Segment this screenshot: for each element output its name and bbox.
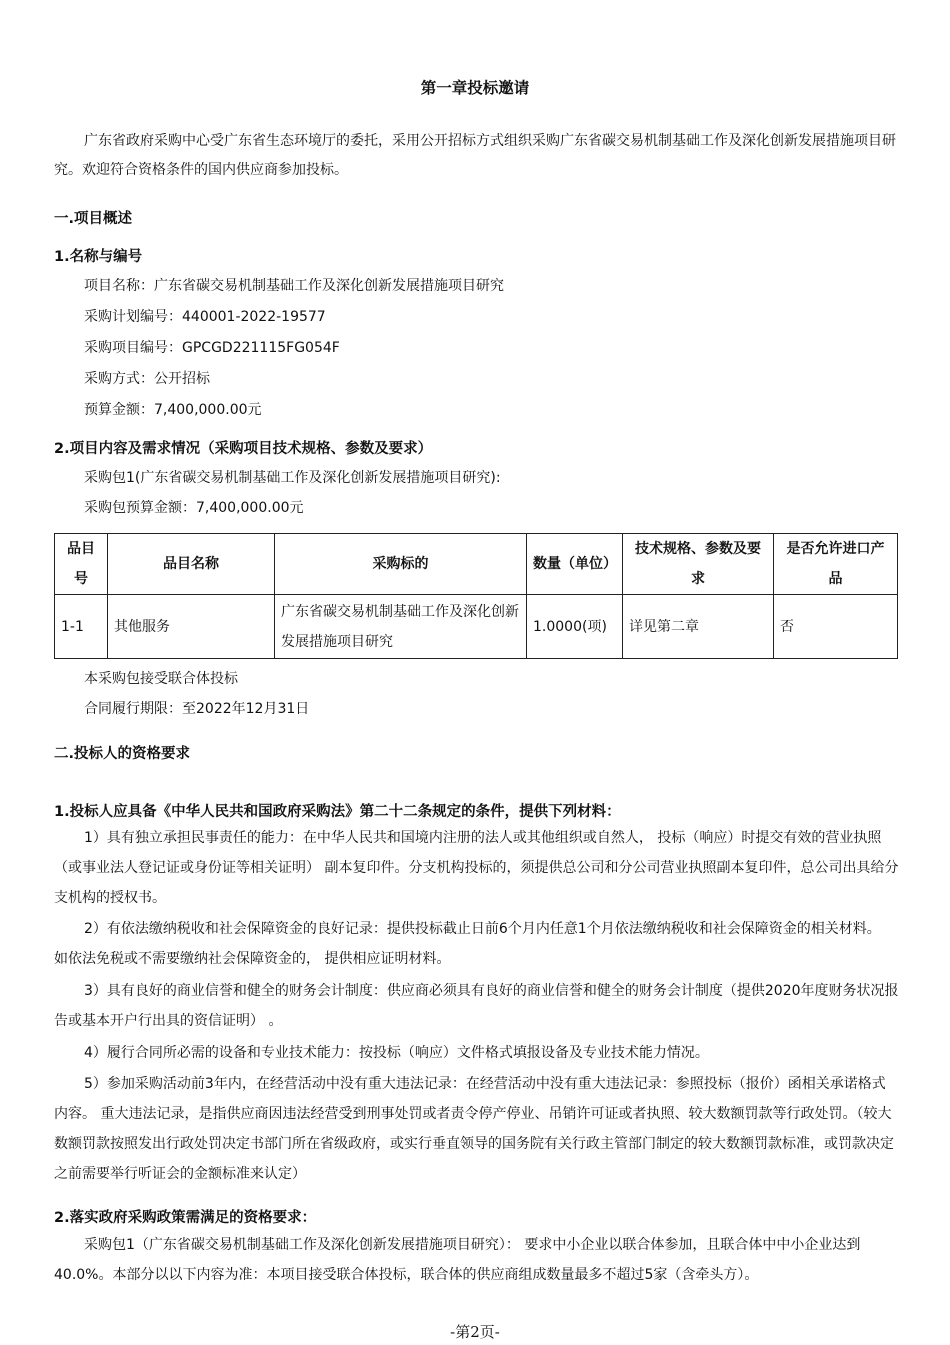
project-name-line: 项目名称：广东省碳交易机制基础工作及深化创新发展措施项目研究 (84, 278, 504, 294)
package-line: 采购包1(广东省碳交易机制基础工作及深化创新发展措施项目研究): (84, 470, 501, 486)
table-cell: 详见第二章 (623, 595, 774, 659)
table-row (55, 595, 898, 659)
subsection-content: 2.项目内容及需求情况（采购项目技术规格、参数及要求） (54, 441, 433, 457)
chapter-title: 第一章投标邀请 (420, 79, 530, 97)
consortium-line: 本采购包接受联合体投标 (84, 671, 238, 687)
plan-number-line: 采购计划编号：440001-2022-19577 (84, 309, 326, 325)
policy-heading: 2.落实政府采购政策需满足的资格要求： (54, 1210, 317, 1226)
requirement-heading: 1.投标人应具备《中华人民共和国政府采购法》第二十二条规定的条件，提供下列材料： (54, 804, 621, 820)
table-cell: 否 (774, 595, 898, 659)
requirement-item-2: 2）有依法缴纳税收和社会保障资金的良好记录：提供投标截止日前6个月内任意1个月依法缴纳税收和社会保障资金的相关材料。 如依法免税或不需要缴纳社会保障资金的， 提供相应证明材料。 (54, 921, 881, 967)
requirement-item-3: 3）具有良好的商业信誉和健全的财务会计制度：供应商必须具有良好的商业信誉和健全的财务会计制度（提供2020年度财务状况报告或基本开户行出具的资信证明） 。 (54, 983, 899, 1029)
requirement-item-4: 4）履行合同所必需的设备和专业技术能力：按投标（响应）文件格式填报设备及专业技术能力情况。 (84, 1045, 709, 1061)
section-1-heading: 一.项目概述 (54, 211, 133, 227)
table-cell: 广东省碳交易机制基础工作及深化创新发展措施项目研究 (275, 595, 527, 659)
intro-paragraph: 广东省政府采购中心受广东省生态环境厅的委托，采用公开招标方式组织采购广东省碳交易机制基础工作及深化创新发展措施项目研究。欢迎符合资格条件的国内供应商参加投标。 (54, 133, 896, 178)
method-line: 采购方式：公开招标 (84, 371, 210, 387)
budget-line: 预算金额：7,400,000.00元 (84, 402, 262, 418)
items-table (54, 533, 898, 659)
section-2-heading: 二.投标人的资格要求 (54, 746, 191, 762)
policy-paragraph: 采购包1（广东省碳交易机制基础工作及深化创新发展措施项目研究）： 要求中小企业以联合体参加，且联合体中中小企业达到40.0%。本部分以以下内容为准：本项目接受联合体投标，联合体的供应商组成数量最多不超过5家（含牵头方）。 (54, 1237, 861, 1283)
page-number: -第2页- (450, 1323, 500, 1341)
table-cell: 1-1 (55, 595, 108, 659)
contract-period-line: 合同履行期限：至2022年12月31日 (84, 701, 310, 717)
requirement-item-5: 5）参加采购活动前3年内，在经营活动中没有重大违法记录：在经营活动中没有重大违法记录：参照投标（报价）函相关承诺格式内容。 重大违法记录，是指供应商因违法经营受到刑事处罚或者责令停产停业、吊销许可证或者执照、较大数额罚款等行政处罚。（较大数额罚款按照发出行政处罚决定书部门所在省级政府，或实行垂直领导的国务院有关行政主管部门制定的较大数额罚款标准，或罚款决定之前需要举行听证会的金额标准来认定） (54, 1076, 894, 1182)
table-header: 技术规格、参数及要求 (623, 534, 774, 595)
table-header-row (55, 534, 898, 595)
table-header: 是否允许进口产品 (774, 534, 898, 595)
requirement-item-1: 1）具有独立承担民事责任的能力：在中华人民共和国境内注册的法人或其他组织或自然人， 投标（响应）时提交有效的营业执照（或事业法人登记证或身份证等相关证明） 副本复印件。分支机构投标的，须提供总公司和分公司营业执照副本复印件，总公司出具给分支机构的授权书。 (54, 830, 899, 906)
project-number-line: 采购项目编号：GPCGD221115FG054F (84, 340, 340, 356)
package-budget-line: 采购包预算金额：7,400,000.00元 (84, 500, 304, 516)
table-header: 品目号 (55, 534, 108, 595)
subsection-name-number: 1.名称与编号 (54, 249, 143, 265)
table-cell: 1.0000(项) (527, 595, 623, 659)
table-header: 数量（单位） (527, 534, 623, 595)
table-header: 采购标的 (275, 534, 527, 595)
table-header: 品目名称 (108, 534, 275, 595)
table-cell: 其他服务 (108, 595, 275, 659)
